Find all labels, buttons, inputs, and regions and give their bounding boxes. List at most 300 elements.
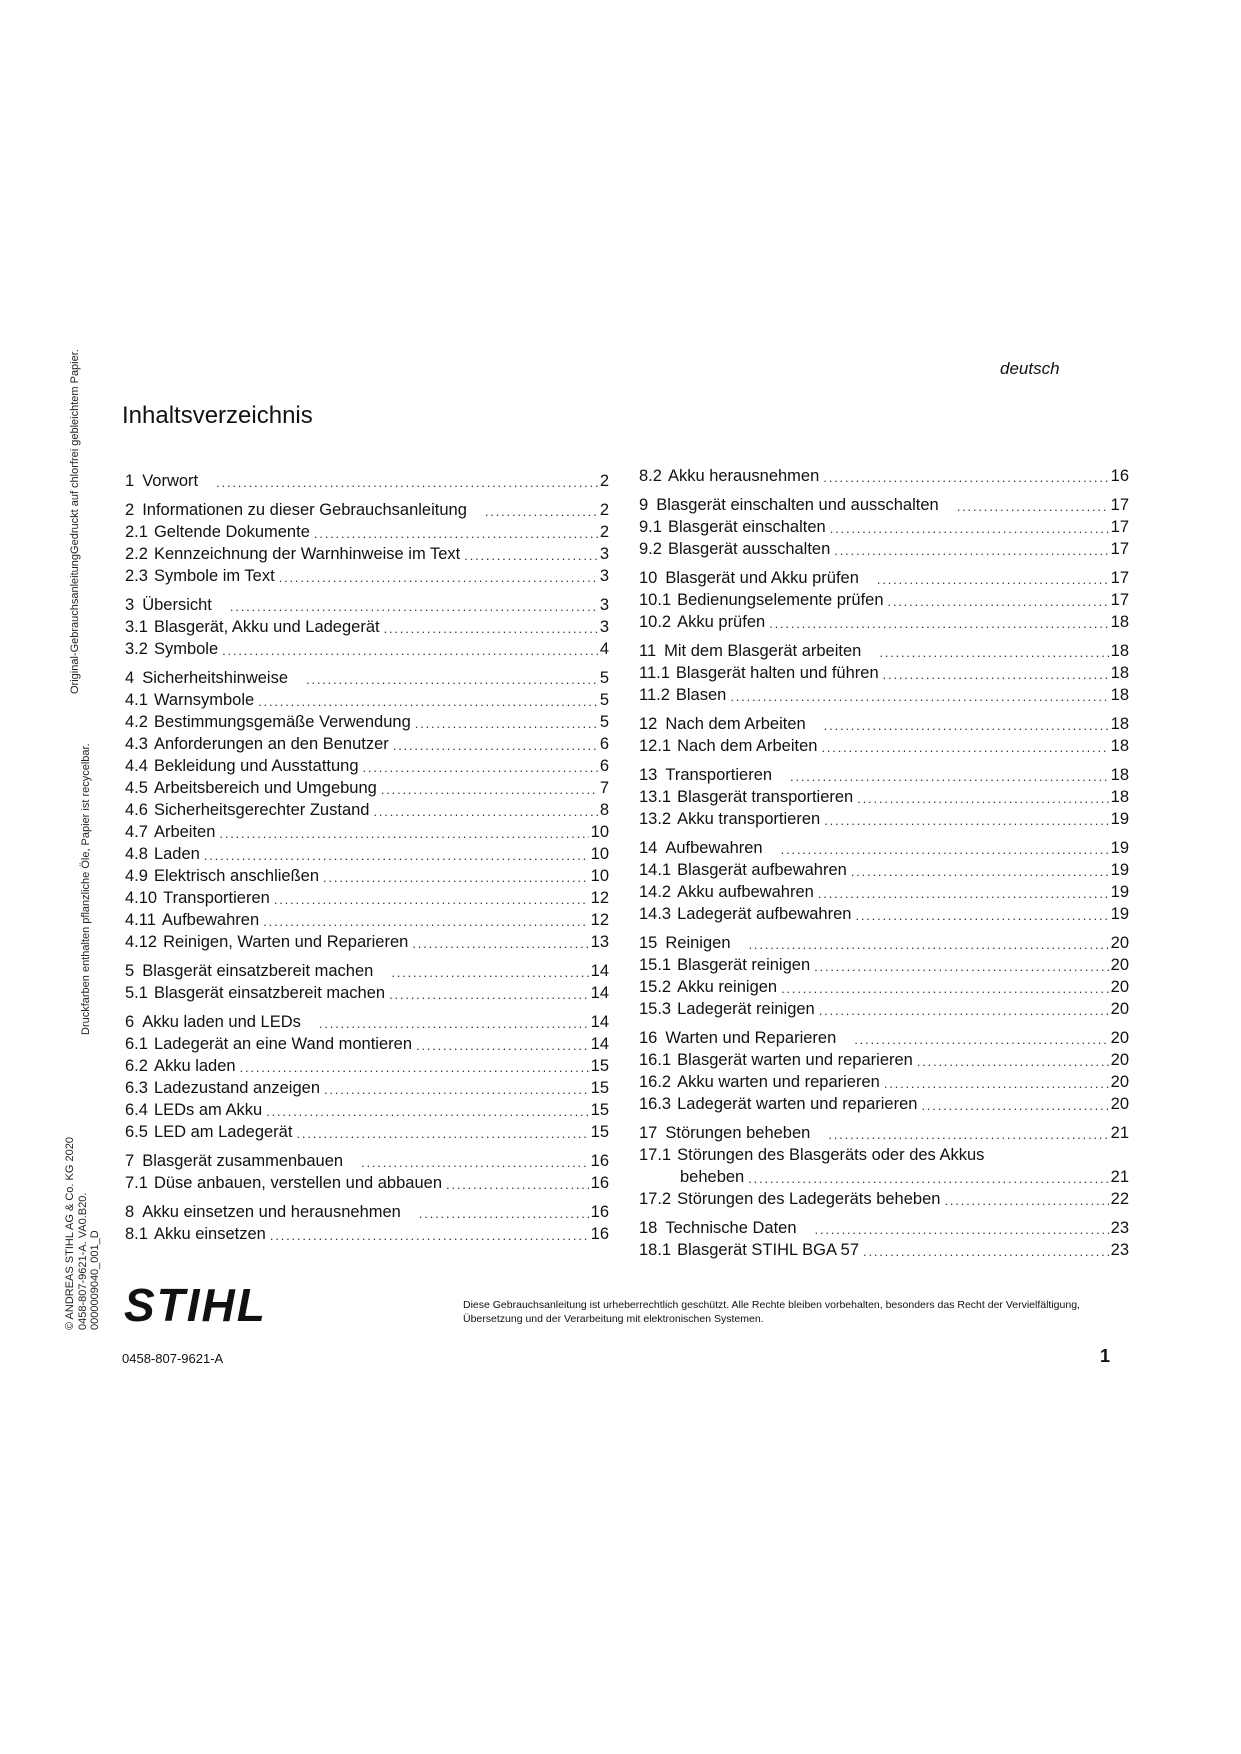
- toc-leader-dots: [216, 474, 598, 492]
- toc-entry-page: 12: [590, 911, 609, 929]
- toc-entry-number: 2: [125, 501, 135, 519]
- toc-section-entry[interactable]: [125, 1055, 609, 1077]
- toc-entry-number: 4.3: [125, 735, 148, 753]
- toc-entry-page: 17: [1110, 591, 1129, 609]
- toc-chapter-entry[interactable]: [639, 567, 1129, 589]
- toc-leader-dots: [464, 547, 598, 565]
- toc-entry-label: [125, 470, 198, 492]
- toc-entry-number: 4: [125, 669, 135, 687]
- toc-leader-dots: [258, 693, 598, 711]
- toc-entry-page: 18: [1110, 715, 1129, 733]
- toc-entry-page: 20: [1110, 1073, 1129, 1091]
- stihl-logo-text: STIHL: [124, 1283, 267, 1327]
- toc-entry-page: 20: [1110, 1051, 1129, 1069]
- toc-leader-dots: [324, 1081, 589, 1099]
- toc-section-entry[interactable]: [125, 777, 609, 799]
- toc-entry-label: [125, 1011, 301, 1033]
- toc-entry-page: 2: [599, 501, 609, 519]
- toc-entry-page: 5: [599, 669, 609, 687]
- toc-entry-page: 5: [599, 691, 609, 709]
- toc-entry-label: [125, 887, 270, 909]
- toc-entry-page: 12: [590, 889, 609, 907]
- toc-entry-label: [125, 1201, 401, 1223]
- toc-leader-dots: [384, 620, 598, 638]
- toc-entry-number: 3.2: [125, 640, 148, 658]
- toc-entry-title: Blasgerät und Akku prüfen: [665, 569, 859, 587]
- toc-entry-number: 13.1: [639, 788, 672, 806]
- toc-entry-page: 10: [590, 823, 609, 841]
- toc-leader-dots: [319, 1015, 589, 1033]
- toc-entry-title: Symbole im Text: [153, 567, 275, 585]
- toc-entry-number: 15.1: [639, 956, 672, 974]
- toc-entry-number: 11: [639, 642, 657, 660]
- toc-entry-number: 12.1: [639, 737, 672, 755]
- toc-entry-label: [639, 465, 819, 487]
- toc-section-entry[interactable]: [639, 808, 1129, 830]
- toc-entry-number: 2.1: [125, 523, 148, 541]
- toc-entry-title: Elektrisch anschließen: [153, 867, 320, 885]
- toc-entry-title: Warten und Reparieren: [665, 1029, 837, 1047]
- toc-entry-number: 7.1: [125, 1174, 148, 1192]
- toc-entry-number: 16: [639, 1029, 658, 1047]
- toc-section-entry[interactable]: [125, 821, 609, 843]
- side-copyright-line: © ANDREAS STIHL AG & Co. KG 2020: [64, 1137, 76, 1330]
- toc-entry-label: [639, 1122, 810, 1144]
- toc-entry-number: 4.2: [125, 713, 148, 731]
- toc-entry-page: 18: [1110, 737, 1129, 755]
- toc-entry-number: 15: [639, 934, 658, 952]
- side-copyright-block: [64, 1137, 102, 1330]
- toc-section-entry[interactable]: [639, 881, 1129, 903]
- toc-section-entry[interactable]: [125, 1223, 609, 1245]
- toc-entry-page: 15: [590, 1057, 609, 1075]
- toc-entry-number: 5: [125, 962, 135, 980]
- toc-entry-page: 6: [599, 735, 609, 753]
- toc-chapter-entry[interactable]: [125, 499, 609, 521]
- toc-entry-page: 23: [1110, 1241, 1129, 1259]
- toc-entry-number: 15.3: [639, 1000, 672, 1018]
- toc-entry-label: [639, 1217, 797, 1239]
- toc-section-entry[interactable]: [639, 1049, 1129, 1071]
- toc-entry-label: [639, 640, 861, 662]
- toc-entry-page: 8: [599, 801, 609, 819]
- toc-leader-dots: [819, 1002, 1109, 1020]
- toc-section-entry[interactable]: [125, 909, 609, 931]
- toc-entry-title: Ladezustand anzeigen: [153, 1079, 320, 1097]
- toc-entry-page: 21: [1110, 1168, 1129, 1186]
- toc-entry-label: [125, 521, 310, 543]
- toc-leader-dots: [790, 768, 1109, 786]
- toc-entry-label: [639, 808, 820, 830]
- toc-leader-dots: [821, 739, 1108, 757]
- toc-entry-number: 14.3: [639, 905, 672, 923]
- toc-chapter-entry[interactable]: [639, 640, 1129, 662]
- toc-leader-dots: [815, 1221, 1109, 1239]
- toc-section-entry[interactable]: [639, 589, 1129, 611]
- toc-entry-number: 1: [125, 472, 135, 490]
- toc-chapter-entry[interactable]: [639, 1217, 1129, 1239]
- toc-entry-title: Sicherheitsgerechter Zustand: [153, 801, 370, 819]
- toc-entry-title: Bestimmungsgemäße Verwendung: [153, 713, 411, 731]
- toc-entry-number: 4.9: [125, 867, 148, 885]
- toc-entry-label: [639, 516, 826, 538]
- toc-entry-page: 17: [1110, 496, 1129, 514]
- toc-entry-title: Akku warten und reparieren: [677, 1073, 880, 1091]
- toc-entry-title: Akku prüfen: [677, 613, 766, 631]
- toc-chapter-entry[interactable]: [639, 837, 1129, 859]
- toc-leader-dots: [296, 1125, 588, 1143]
- toc-entry-page: 3: [599, 567, 609, 585]
- toc-entry-number: 4.5: [125, 779, 148, 797]
- toc-entry-number: 15.2: [639, 978, 672, 996]
- toc-entry-title: Übersicht: [142, 596, 212, 614]
- toc-section-entry[interactable]: [639, 1144, 1129, 1166]
- toc-entry-label: [125, 638, 218, 660]
- toc-entry-page: 14: [590, 984, 609, 1002]
- toc-entry-page: 20: [1110, 956, 1129, 974]
- toc-entry-number: 5.1: [125, 984, 148, 1002]
- side-copyright-line: 0000009040_001_D: [89, 1230, 101, 1330]
- toc-entry-label: [639, 538, 830, 560]
- toc-leader-dots: [834, 542, 1108, 560]
- toc-entry-number: 14.1: [639, 861, 672, 879]
- toc-section-entry[interactable]: [639, 465, 1129, 487]
- toc-entry-label: [639, 786, 853, 808]
- toc-entry-label: [125, 667, 288, 689]
- toc-entry-label: [639, 903, 851, 925]
- toc-leader-dots: [412, 935, 588, 953]
- toc-entry-label: [639, 1049, 913, 1071]
- toc-entry-page: 17: [1110, 540, 1129, 558]
- toc-entry-title: Blasgerät zusammenbauen: [142, 1152, 344, 1170]
- toc-section-entry[interactable]: [639, 611, 1129, 633]
- toc-entry-title: Blasgerät einsatzbereit machen: [142, 962, 374, 980]
- toc-section-entry[interactable]: [639, 516, 1129, 538]
- toc-entry-page: 20: [1110, 1029, 1129, 1047]
- toc-chapter-entry[interactable]: [639, 764, 1129, 786]
- toc-entry-number: 4.10: [125, 889, 158, 907]
- toc-entry-title: Blasgerät reinigen: [677, 956, 811, 974]
- toc-chapter-entry[interactable]: [125, 960, 609, 982]
- toc-entry-number: 6.5: [125, 1123, 148, 1141]
- toc-section-entry[interactable]: [639, 735, 1129, 757]
- toc-entry-title: Vorwort: [142, 472, 199, 490]
- toc-entry-page: 18: [1110, 788, 1129, 806]
- toc-leader-dots: [323, 869, 589, 887]
- toc-section-entry[interactable]: [639, 538, 1129, 560]
- toc-entry-page: 18: [1110, 686, 1129, 704]
- toc-entry-number: 8.1: [125, 1225, 148, 1243]
- toc-section-entry[interactable]: [639, 786, 1129, 808]
- toc-leader-dots: [749, 936, 1109, 954]
- page-number: 1: [1100, 1346, 1111, 1366]
- toc-entry-page: 20: [1110, 1095, 1129, 1113]
- toc-entry-title: Ladegerät aufbewahren: [677, 905, 852, 923]
- toc-section-entry[interactable]: [125, 1033, 609, 1055]
- toc-entry-page: 15: [590, 1079, 609, 1097]
- toc-section-entry[interactable]: [639, 903, 1129, 925]
- toc-entry-label: [639, 859, 847, 881]
- toc-entry-label: [125, 1172, 442, 1194]
- toc-section-entry[interactable]: [125, 733, 609, 755]
- toc-entry-title: Bedienungselemente prüfen: [677, 591, 884, 609]
- toc-entry-label: [125, 821, 215, 843]
- toc-entry-page: 10: [590, 845, 609, 863]
- toc-leader-dots: [769, 615, 1108, 633]
- toc-entry-number: 4.11: [125, 911, 156, 929]
- toc-entry-number: 9.2: [639, 540, 662, 558]
- toc-entry-label: [639, 1071, 880, 1093]
- toc-entry-label: [125, 733, 389, 755]
- toc-section-entry[interactable]: [125, 711, 609, 733]
- toc-leader-dots: [219, 825, 588, 843]
- toc-entry-label: [639, 976, 777, 998]
- toc-entry-label: [125, 594, 212, 616]
- page-title: Inhaltsverzeichnis: [122, 402, 313, 429]
- toc-section-entry[interactable]: [125, 1121, 609, 1143]
- toc-entry-title: Reinigen: [665, 934, 731, 952]
- toc-entry-label: [125, 689, 254, 711]
- toc-chapter-entry[interactable]: [125, 1201, 609, 1223]
- toc-entry-label: [125, 843, 200, 865]
- toc-entry-number: 18: [639, 1219, 658, 1237]
- toc-section-entry[interactable]: [125, 565, 609, 587]
- toc-section-entry-continued[interactable]: [639, 1166, 1129, 1188]
- toc-entry-title: Akku einsetzen: [153, 1225, 266, 1243]
- toc-entry-title: Blasgerät ausschalten: [667, 540, 831, 558]
- toc-entry-label: [639, 1027, 836, 1049]
- language-label: deutsch: [1000, 359, 1060, 378]
- toc-entry-page: 7: [599, 779, 609, 797]
- toc-entry-page: 23: [1110, 1219, 1129, 1237]
- toc-chapter-entry[interactable]: [125, 594, 609, 616]
- toc-entry-title: Blasgerät einschalten: [667, 518, 826, 536]
- toc-entry-page: 17: [1110, 518, 1129, 536]
- toc-entry-number: 17.1: [639, 1146, 672, 1164]
- toc-section-entry[interactable]: [125, 1172, 609, 1194]
- toc-leader-dots: [883, 666, 1109, 684]
- toc-entry-label: [125, 711, 411, 733]
- toc-chapter-entry[interactable]: [639, 1027, 1129, 1049]
- toc-entry-title: Transportieren: [163, 889, 270, 907]
- toc-entry-page: 10: [590, 867, 609, 885]
- toc-entry-title: Blasgerät aufbewahren: [677, 861, 847, 879]
- toc-entry-page: 20: [1110, 978, 1129, 996]
- toc-section-entry[interactable]: [125, 638, 609, 660]
- toc-entry-title: Akku transportieren: [677, 810, 821, 828]
- toc-entry-number: 3: [125, 596, 135, 614]
- toc-chapter-entry[interactable]: [125, 1150, 609, 1172]
- side-note-paper: Original-GebrauchsanleitungGedruckt auf chlorfrei gebleichtem Papier.: [69, 349, 81, 694]
- toc-section-entry[interactable]: [125, 521, 609, 543]
- toc-entry-page: 19: [1110, 810, 1129, 828]
- toc-entry-title: Technische Daten: [665, 1219, 797, 1237]
- toc-entry-page: 16: [590, 1152, 609, 1170]
- toc-entry-number: 2.2: [125, 545, 148, 563]
- toc-entry-page: 22: [1110, 1190, 1129, 1208]
- toc-section-entry[interactable]: [639, 1188, 1129, 1210]
- toc-entry-title: Akku einsetzen und herausnehmen: [142, 1203, 401, 1221]
- toc-leader-dots: [389, 986, 589, 1004]
- toc-entry-number: 16.3: [639, 1095, 672, 1113]
- toc-section-entry[interactable]: [125, 543, 609, 565]
- toc-chapter-entry[interactable]: [125, 470, 609, 492]
- toc-section-entry[interactable]: [639, 954, 1129, 976]
- toc-chapter-entry[interactable]: [639, 713, 1129, 735]
- toc-entry-number: 6.4: [125, 1101, 148, 1119]
- toc-entry-number: 8.2: [639, 467, 662, 485]
- toc-entry-label: [639, 713, 806, 735]
- toc-entry-number: 16.1: [639, 1051, 672, 1069]
- toc-entry-title: Akku herausnehmen: [667, 467, 820, 485]
- toc-section-entry[interactable]: [125, 616, 609, 638]
- toc-entry-page: 20: [1110, 1000, 1129, 1018]
- toc-leader-dots: [944, 1192, 1108, 1210]
- toc-leader-dots: [306, 671, 598, 689]
- toc-entry-page: 5: [599, 713, 609, 731]
- toc-entry-number: 10.2: [639, 613, 672, 631]
- toc-section-entry[interactable]: [639, 1071, 1129, 1093]
- toc-entry-title: Anforderungen an den Benutzer: [153, 735, 389, 753]
- toc-leader-dots: [830, 520, 1109, 538]
- toc-section-entry[interactable]: [125, 931, 609, 953]
- toc-entry-title: Akku aufbewahren: [677, 883, 814, 901]
- toc-section-entry[interactable]: [125, 799, 609, 821]
- toc-entry-label: [125, 1077, 320, 1099]
- document-number: 0458-807-9621-A: [122, 1351, 224, 1366]
- toc-entry-page: 18: [1110, 766, 1129, 784]
- toc-section-entry[interactable]: [639, 998, 1129, 1020]
- toc-entry-label: [125, 565, 275, 587]
- toc-entry-title: Transportieren: [665, 766, 773, 784]
- toc-entry-page: 17: [1110, 569, 1129, 587]
- toc-entry-number: 11.1: [639, 664, 670, 682]
- toc-entry-title-continued: beheben: [680, 1168, 745, 1186]
- toc-entry-number: 2.3: [125, 567, 148, 585]
- toc-entry-label: [125, 960, 373, 982]
- side-note-inks: Druckfarben enthalten pflanzliche Öle, Papier ist recycelbar.: [80, 743, 92, 1035]
- toc-entry-title: Aufbewahren: [161, 911, 260, 929]
- toc-entry-title: Störungen des Blasgeräts oder des Akkus: [677, 1146, 985, 1164]
- toc-entry-page: 14: [590, 1035, 609, 1053]
- toc-leader-dots: [824, 812, 1108, 830]
- toc-entry-title: Warnsymbole: [153, 691, 255, 709]
- toc-entry-page: 16: [590, 1225, 609, 1243]
- toc-leader-dots: [393, 737, 598, 755]
- toc-entry-label: [125, 1099, 262, 1121]
- toc-entry-title: Akku laden: [153, 1057, 236, 1075]
- toc-leader-dots: [957, 498, 1109, 516]
- toc-leader-dots: [884, 1075, 1109, 1093]
- toc-entry-title: Blasgerät transportieren: [677, 788, 854, 806]
- toc-section-entry[interactable]: [639, 684, 1129, 706]
- toc-section-entry[interactable]: [125, 1099, 609, 1121]
- toc-section-entry[interactable]: [639, 1093, 1129, 1115]
- toc-section-entry[interactable]: [125, 887, 609, 909]
- toc-leader-dots: [263, 913, 589, 931]
- toc-leader-dots: [748, 1170, 1108, 1188]
- toc-section-entry[interactable]: [639, 859, 1129, 881]
- toc-leader-dots: [863, 1243, 1109, 1261]
- toc-entry-label: [125, 982, 385, 1004]
- toc-section-entry[interactable]: [639, 662, 1129, 684]
- toc-section-entry[interactable]: [125, 865, 609, 887]
- toc-left-column: [125, 470, 609, 1245]
- toc-chapter-entry[interactable]: [125, 667, 609, 689]
- toc-entry-number: 6.1: [125, 1035, 148, 1053]
- toc-entry-label: [125, 865, 319, 887]
- toc-leader-dots: [781, 841, 1109, 859]
- toc-entry-label: [125, 499, 467, 521]
- toc-entry-page: 4: [599, 640, 609, 658]
- toc-entry-page: 20: [1110, 934, 1129, 952]
- toc-entry-label: [639, 611, 765, 633]
- toc-entry-number: 13: [639, 766, 658, 784]
- toc-entry-label: [125, 777, 377, 799]
- toc-entry-page: 3: [599, 618, 609, 636]
- toc-entry-label: [125, 1033, 412, 1055]
- toc-leader-dots: [204, 847, 589, 865]
- toc-leader-dots: [270, 1227, 589, 1245]
- toc-entry-label: [639, 764, 772, 786]
- toc-chapter-entry[interactable]: [639, 1122, 1129, 1144]
- toc-leader-dots: [415, 715, 598, 733]
- toc-leader-dots: [266, 1103, 588, 1121]
- toc-section-entry[interactable]: [639, 976, 1129, 998]
- toc-entry-label: [125, 755, 359, 777]
- toc-entry-title: Blasgerät einsatzbereit machen: [153, 984, 386, 1002]
- toc-chapter-entry[interactable]: [639, 494, 1129, 516]
- toc-entry-title: Arbeitsbereich und Umgebung: [153, 779, 377, 797]
- toc-entry-page: 14: [590, 962, 609, 980]
- toc-section-entry[interactable]: [125, 689, 609, 711]
- toc-leader-dots: [917, 1053, 1109, 1071]
- toc-entry-page: 19: [1110, 905, 1129, 923]
- toc-leader-dots: [818, 885, 1109, 903]
- toc-entry-title: Informationen zu dieser Gebrauchsanleitung: [142, 501, 467, 519]
- toc-leader-dots: [381, 781, 598, 799]
- toc-entry-number: 4.7: [125, 823, 148, 841]
- toc-section-entry[interactable]: [125, 982, 609, 1004]
- toc-entry-label: [639, 1188, 940, 1210]
- toc-leader-dots: [363, 759, 598, 777]
- toc-entry-page: 15: [590, 1123, 609, 1141]
- toc-leader-dots: [446, 1176, 589, 1194]
- toc-entry-label: [639, 735, 817, 757]
- stihl-logo: [122, 1283, 292, 1327]
- toc-section-entry[interactable]: [125, 755, 609, 777]
- toc-entry-number: 6.3: [125, 1079, 148, 1097]
- toc-entry-title: Aufbewahren: [665, 839, 763, 857]
- toc-leader-dots: [391, 964, 588, 982]
- toc-section-entry[interactable]: [125, 1077, 609, 1099]
- toc-section-entry[interactable]: [125, 843, 609, 865]
- toc-chapter-entry[interactable]: [639, 932, 1129, 954]
- toc-entry-label: [639, 954, 810, 976]
- toc-leader-dots: [222, 642, 598, 660]
- toc-section-entry[interactable]: [639, 1239, 1129, 1261]
- toc-entry-title: Nach dem Arbeiten: [677, 737, 818, 755]
- toc-entry-number: 6: [125, 1013, 135, 1031]
- toc-entry-label: [125, 1223, 266, 1245]
- toc-entry-title: Akku laden und LEDs: [142, 1013, 301, 1031]
- toc-chapter-entry[interactable]: [125, 1011, 609, 1033]
- toc-entry-page: 19: [1110, 883, 1129, 901]
- toc-entry-page: 16: [590, 1203, 609, 1221]
- toc-entry-label: [639, 1093, 917, 1115]
- toc-entry-title: Nach dem Arbeiten: [665, 715, 806, 733]
- toc-entry-number: 14.2: [639, 883, 672, 901]
